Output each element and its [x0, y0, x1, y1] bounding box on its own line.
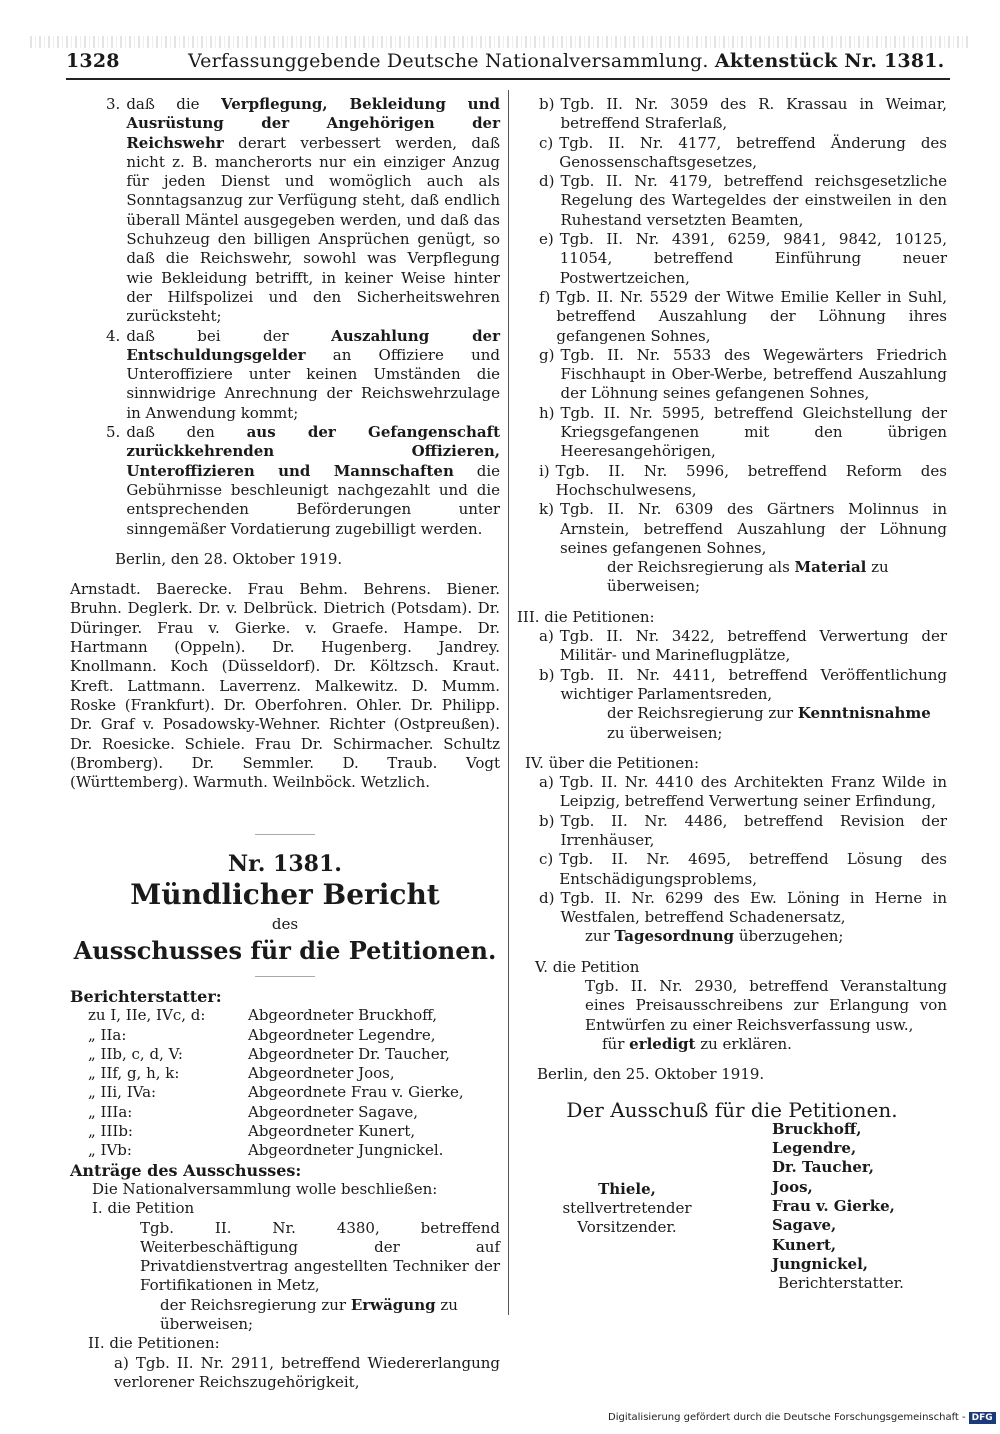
section-1-decision: der Reichsregierung zur Erwägung zu überweisen;	[160, 1295, 458, 1334]
text-run: daß die	[126, 95, 221, 113]
committee-signature-heading: Der Ausschuß für die Petitionen.	[566, 1097, 898, 1122]
date-2: Berlin, den 25. Oktober 1919.	[537, 1065, 765, 1084]
list-item	[539, 95, 947, 134]
signer-name: Bruckhoff,	[772, 1119, 862, 1138]
reporter-row	[70, 1083, 500, 1102]
reporter-name: Abgeordneter Joos,	[248, 1064, 395, 1083]
header-doc-number: Aktenstück Nr. 1381.	[714, 50, 945, 72]
text-run: daß den	[126, 423, 247, 442]
item-letter: k)	[539, 500, 554, 519]
reporter-key: „ IIi, IVa:	[88, 1083, 157, 1102]
item-text: Tgb. II. Nr. 4411, betreffend Veröffentlichung wichtiger Parlamentsreden,	[560, 665, 947, 703]
section-1-heading: I. die Petition	[92, 1199, 195, 1218]
section-1-text: Tgb. II. Nr. 4380, betreffend Weiterbeschäftigung der auf Privatdienstvertrag angestellten Techniker der Fortifikationen in Metz,	[140, 1218, 500, 1295]
text-run: die Gebührnisse beschleunigt nachgezahlt und die entsprechenden Beförderungen unter sinngemäßer Vordatierung zugebilligt werden.	[126, 461, 500, 538]
report-des: des	[271, 914, 299, 933]
section-2-heading: II. die Petitionen:	[88, 1334, 220, 1353]
item-number: 5.	[106, 423, 121, 442]
reporter-key: „ IVb:	[88, 1141, 132, 1160]
reporter-key: „ IIIa:	[88, 1102, 133, 1121]
list-item	[539, 172, 947, 230]
signer-name: Kunert,	[772, 1235, 837, 1254]
reporter-row	[70, 1064, 500, 1083]
list-item	[539, 773, 947, 812]
reporter-row	[70, 1006, 500, 1025]
signer-name: Joos,	[772, 1177, 813, 1196]
reporter-name: Abgeordneter Dr. Taucher,	[248, 1044, 450, 1063]
item-letter: d)	[539, 888, 555, 907]
reporter-key: „ IIa:	[88, 1025, 127, 1044]
continued-items	[70, 95, 500, 539]
section-3-decision: der Reichsregierung zur Kenntnisnahme zu überweisen;	[607, 704, 931, 742]
list-item	[539, 812, 947, 851]
page-header	[66, 50, 946, 78]
signer-name: Jungnickel,	[772, 1254, 868, 1273]
reporter-name: Abgeordneter Jungnickel.	[248, 1141, 444, 1160]
signer-name: Sagave,	[772, 1216, 837, 1235]
list-item	[70, 95, 500, 327]
item-number: 3.	[106, 95, 121, 113]
section-5-text: Tgb. II. Nr. 2930, betreffend Veranstaltung eines Preisausschreibens zur Erlangung von Entwürfen zu einer Reichsverfassung usw.,	[585, 977, 947, 1034]
section-3-list	[517, 627, 947, 704]
reporter-key: „ IIf, g, h, k:	[88, 1064, 180, 1083]
signer-name: Legendre,	[772, 1139, 857, 1158]
section-4-heading: IV. über die Petitionen:	[525, 753, 700, 772]
list-item	[539, 346, 947, 404]
dfg-logo: DFG	[969, 1412, 996, 1424]
section-2-item-a: a) Tgb. II. Nr. 2911, betreffend Wiedererlangung verlorener Reichszugehörigkeit,	[114, 1353, 500, 1391]
item-text: Tgb. II. Nr. 3422, betreffend Verwertung der Militär- und Marineflugplätze,	[559, 627, 947, 665]
item-letter: e)	[539, 230, 554, 249]
reporter-name: Abgeordneter Sagave,	[248, 1102, 418, 1121]
item-text: Tgb. II. Nr. 5529 der Witwe Emilie Keller in Suhl, betreffend Auszahlung der Löhnung ihres gefangenen Sohnes,	[556, 287, 947, 345]
item-letter: g)	[539, 345, 555, 364]
scan-noise-strip	[30, 36, 970, 48]
reporter-name: Abgeordnete Frau v. Gierke,	[248, 1083, 464, 1102]
list-item	[70, 423, 500, 539]
section-5-heading: V. die Petition	[535, 957, 640, 976]
chair-name: Thiele,	[598, 1179, 656, 1198]
section-2-decision: der Reichsregierung als Material zu überweisen;	[607, 558, 889, 596]
item-number: 4.	[106, 326, 121, 345]
text-run: an Offiziere und Unteroffiziere unter keinen Umständen die sinnwidrige Anrechnung der Reichswehrzulage in Anwendung kommt;	[126, 345, 500, 422]
header-title	[188, 50, 945, 72]
item-letter: c)	[539, 133, 554, 152]
item-letter: a)	[539, 773, 554, 792]
reporter-name: Abgeordneter Kunert,	[248, 1122, 416, 1141]
item-text: Tgb. II. Nr. 5996, betreffend Reform des Hochschulwesens,	[555, 461, 947, 499]
item-text: Tgb. II. Nr. 4695, betreffend Lösung des Entschädigungsproblems,	[559, 850, 947, 888]
text-run: daß bei der	[126, 326, 332, 345]
reporter-row	[70, 1122, 500, 1141]
signature-block	[517, 1120, 947, 1320]
assembly-line: Die Nationalversammlung wolle beschließen:	[92, 1179, 438, 1198]
reporter-name: Abgeordneter Bruckhoff,	[248, 1006, 438, 1025]
list-item	[539, 500, 947, 558]
item-text: Tgb. II. Nr. 6299 des Ew. Löning in Herne in Westfalen, betreffend Schadenersatz,	[560, 888, 947, 927]
item-letter: i)	[539, 461, 550, 480]
reporter-key: zu I, IIe, IVc, d:	[88, 1006, 206, 1025]
footer-text: Digitalisierung gefördert durch die Deutsche Forschungsgemeinschaft -	[608, 1412, 966, 1423]
reporter-row	[70, 1103, 500, 1122]
motions-heading: Anträge des Ausschusses:	[70, 1160, 302, 1180]
item-text: Tgb. II. Nr. 4391, 6259, 9841, 9842, 10125, 11054, betreffend Einführung neuer Postwertzeichen,	[559, 230, 947, 287]
item-letter: d)	[539, 172, 555, 191]
item-text: Tgb. II. Nr. 5533 des Wegewärters Friedrich Fischhaupt in Ober-Werbe, betreffend Auszahlung der Löhnung seines gefangenen Sohnes,	[560, 345, 947, 403]
text-run: derart verbessert werden, daß nicht z. B. mancherorts nur ein einziger Anzug für jeden Dienst und womöglich auch als Sonntagsanzug zur Verfügung steht, daß endlich überall Mäntel ausgegeben werden, und daß das Schuhzeug den billigen Ansprüchen genügt, so daß die Reichswehr, sowohl was Verpflegung wie Bekleidung betrifft, in keiner Weise hinter der Hilfspolizei und den Sicherheitswehren zurücksteht;	[126, 133, 500, 326]
item-letter: c)	[539, 850, 554, 869]
list-item	[539, 404, 947, 462]
item-text: Tgb. II. Nr. 3059 des R. Krassau in Weimar, betreffend Straferlaß,	[560, 95, 947, 133]
reporters-list	[70, 1006, 500, 1160]
document-number: Nr. 1381.	[228, 851, 342, 878]
item-letter: b)	[539, 665, 555, 684]
section-5-decision: für erledigt zu erklären.	[602, 1034, 792, 1053]
reporter-row	[70, 1026, 500, 1045]
item-text: Tgb. II. Nr. 5995, betreffend Gleichstellung der Kriegsgefangenen mit den übrigen Heeresangehörigen,	[560, 403, 947, 461]
bold-phrase: Verpflegung, Bekleidung und Ausrüstung der Angehörigen der Reichswehr	[126, 95, 500, 152]
item-text: Tgb. II. Nr. 4177, betreffend Änderung des Genossenschaftsgesetzes,	[559, 133, 947, 171]
item-text	[126, 327, 500, 423]
reporter-signatures	[772, 1120, 952, 1294]
report-title: Mündlicher Bericht	[130, 877, 440, 911]
date-1: Berlin, den 28. Oktober 1919.	[115, 549, 343, 568]
list-item	[70, 327, 500, 423]
header-rule	[66, 78, 950, 80]
page-number: 1328	[66, 50, 120, 72]
item-letter: b)	[539, 811, 555, 830]
section-4-list	[517, 773, 947, 927]
header-title-main: Verfassunggebende Deutsche Nationalversammlung.	[188, 50, 709, 72]
bold-phrase: Auszahlung der Entschuldungsgelder	[126, 326, 500, 364]
signers-role: Berichterstatter.	[778, 1274, 904, 1293]
reporter-key: „ IIIb:	[88, 1122, 133, 1141]
list-item	[539, 850, 947, 889]
chair-role: stellvertretender Vorsitzender.	[562, 1199, 692, 1237]
signer-name: Dr. Taucher,	[772, 1158, 874, 1177]
item-text: Tgb. II. Nr. 6309 des Gärtners Molinnus in Arnstein, betreffend Auszahlung der Löhnung seines gefangenen Sohnes,	[559, 500, 947, 557]
item-text	[126, 95, 500, 327]
list-item	[539, 288, 947, 346]
list-item	[539, 462, 947, 501]
reporter-key: „ IIb, c, d, V:	[88, 1044, 183, 1063]
list-item	[539, 134, 947, 173]
section-3-heading: III. die Petitionen:	[517, 607, 655, 626]
list-item	[539, 627, 947, 666]
section-2-list	[517, 95, 947, 558]
footer-credit	[608, 1412, 993, 1426]
item-text: Tgb. II. Nr. 4410 des Architekten Franz Wilde in Leipzig, betreffend Verwertung seiner Erfindung,	[559, 773, 947, 811]
reporter-row	[70, 1045, 500, 1064]
signatory-names: Arnstadt. Baerecke. Frau Behm. Behrens. Biener. Bruhn. Deglerk. Dr. v. Delbrück. Dietrich (Potsdam). Dr. Düringer. Frau v. Gierke. v. Graefe. Hampe. Dr. Hartmann (Oppeln). Dr. Hugenberg. Jandrey. Knollmann. Koch (Düsseldorf). Dr. Költzsch. Kraut. Kreft. Lattmann. Laverrenz. Malkewitz. D. Mumm. Roske (Frankfurt). Dr. Oberfohren. Ohler. Dr. Philipp. Dr. Graf v. Posadowsky-Wehner. Richter (Ostpreußen). Dr. Roesicke. Schiele. Frau Dr. Schirmacher. Schultz (Bromberg). Dr. Semmler. D. Traub. Vogt (Württemberg). Warmuth. Weilnböck. Wetzlich.	[70, 580, 500, 792]
item-text	[126, 423, 500, 539]
list-item	[539, 666, 947, 705]
item-letter: a)	[539, 627, 554, 646]
bold-phrase: aus der Gefangenschaft zurückkehrenden Offizieren, Unteroffizieren und Mannschaften	[126, 423, 500, 480]
item-text: Tgb. II. Nr. 4179, betreffend reichsgesetzliche Regelung des Wartegeldes der einstweilen in den Ruhestand versetzten Beamten,	[560, 172, 947, 229]
column-rule	[508, 90, 509, 1315]
item-letter: b)	[539, 95, 555, 113]
reporter-row	[70, 1141, 500, 1160]
left-column	[70, 95, 500, 1392]
item-letter: h)	[539, 403, 555, 422]
item-letter: f)	[539, 287, 551, 306]
chair-signature	[517, 1180, 737, 1238]
committee-title: Ausschusses für die Petitionen.	[73, 935, 497, 965]
signer-name: Frau v. Gierke,	[772, 1197, 895, 1216]
list-item	[539, 230, 947, 288]
reporters-heading: Berichterstatter:	[70, 986, 222, 1006]
reporter-name: Abgeordneter Legendre,	[248, 1025, 436, 1044]
section-4-decision: zur Tagesordnung überzugehen;	[585, 927, 844, 946]
item-text: Tgb. II. Nr. 4486, betreffend Revision der Irrenhäuser,	[560, 811, 947, 849]
right-column	[517, 95, 947, 1320]
list-item	[539, 889, 947, 928]
